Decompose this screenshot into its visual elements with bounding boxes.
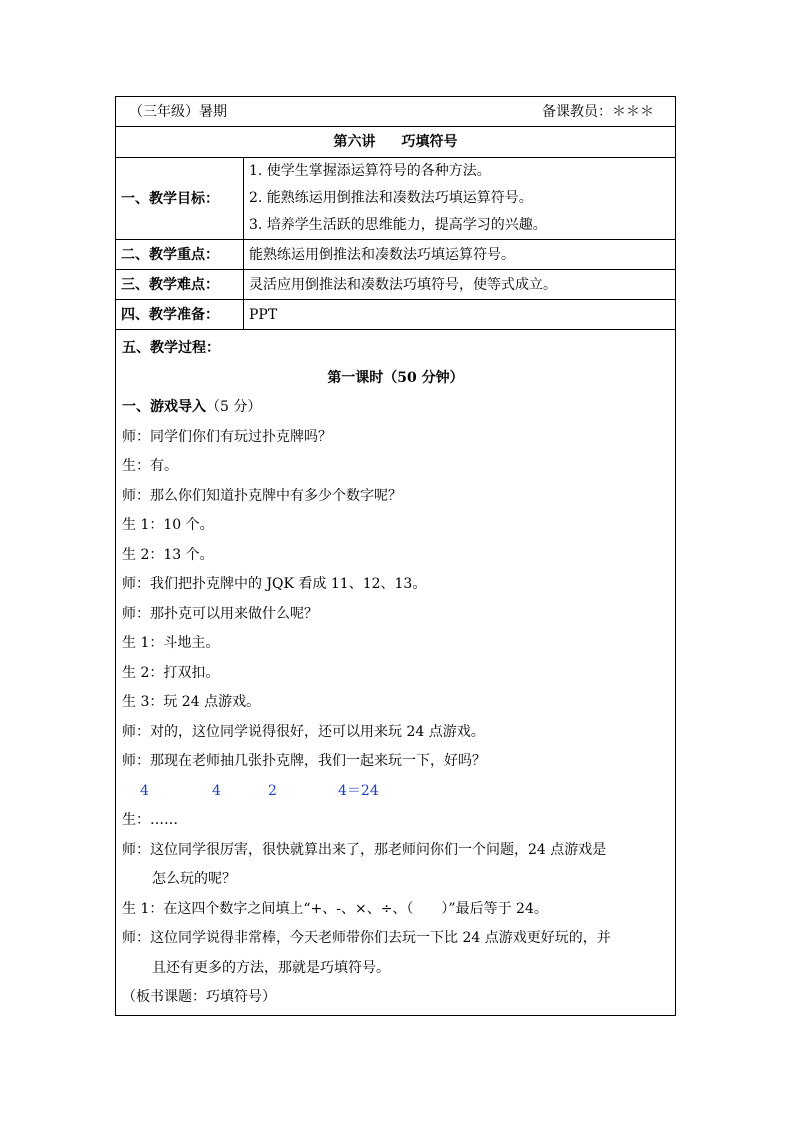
dialogue-line: 怎么玩的呢？: [152, 871, 236, 887]
card-numbers: [122, 777, 669, 807]
lesson-title: [116, 127, 676, 158]
dialogue-line: 生：有。: [122, 458, 178, 474]
section-time: （5 分）: [206, 399, 262, 415]
card-number: 4＝24: [338, 782, 379, 799]
section-title: 一、游戏导入: [122, 399, 206, 415]
key-point-text: 能熟练运用倒推法和凑数法巧填运算符号。: [244, 240, 676, 270]
title-row: [116, 127, 676, 158]
dialogue-line: 师：这位同学很厉害，很快就算出来了，那老师问你们一个问题，24 点游戏是: [122, 841, 607, 858]
key-point-label: 二、教学重点：: [116, 240, 244, 270]
dialogue-line: 生 1：10 个。: [122, 517, 214, 533]
dialogue-line: 生 1：在这四个数字之间填上“+、-、×、÷、（ ）”最后等于 24。: [122, 900, 548, 917]
dialogue-line: 生 1：斗地主。: [122, 635, 220, 651]
grade-term: （三年级）暑期: [129, 103, 227, 120]
difficulty-label: 三、教学难点：: [116, 270, 244, 300]
dialogue-line: 师：这位同学说得非常棒，今天老师带你们去玩一下比 24 点游戏更好玩的，并: [122, 930, 611, 946]
dialogue-line: 生 2：13 个。: [122, 546, 214, 563]
goals-label: 一、教学目标：: [116, 158, 244, 240]
goals-row: [116, 158, 676, 240]
lesson-plan-table: [115, 96, 676, 1016]
dialogue-line: 生：……: [122, 812, 178, 828]
dialogue-line: 师：对的，这位同学说得很好，还可以用来玩 24 点游戏。: [122, 723, 485, 740]
process-row: [116, 330, 676, 1016]
preparation-row: [116, 300, 676, 330]
section-heading: [122, 393, 669, 423]
difficulty-row: [116, 270, 676, 300]
dialogue-line: （板书课题：巧填符号）: [122, 989, 276, 1005]
goal-item: 1. 使学生掌握添运算符号的各种方法。: [249, 163, 491, 179]
key-point-row: [116, 240, 676, 270]
dialogue-line: 生 2：打双扣。: [122, 664, 220, 681]
dialogue-line: 且还有更多的方法，那就是巧填符号。: [152, 959, 390, 976]
process-label: 五、教学过程：: [122, 340, 220, 356]
header-row: [116, 97, 676, 127]
card-number: 4: [140, 782, 149, 799]
dialogue-line: 师：那扑克可以用来做什么呢？: [122, 605, 318, 622]
period-title: 第一课时（50 分钟）: [327, 369, 464, 386]
dialogue-line: 师：那么你们知道扑克牌中有多少个数字呢？: [122, 487, 402, 504]
preparation-label: 四、教学准备：: [116, 300, 244, 330]
teacher-label: 备课教员：＊＊＊: [542, 103, 654, 120]
dialogue-line: 师：那现在老师抽几张扑克牌，我们一起来玩一下，好吗？: [122, 753, 486, 769]
header-cell: [116, 97, 676, 127]
dialogue-line: 生 3：玩 24 点游戏。: [122, 694, 261, 710]
lesson-topic: 巧填符号: [401, 134, 458, 150]
dialogue-line: 师：同学们你们有玩过扑克牌吗？: [122, 428, 332, 445]
difficulty-text: 灵活应用倒推法和凑数法巧填符号，使等式成立。: [244, 270, 676, 300]
goal-item: 3. 培养学生活跃的思维能力，提高学习的兴趣。: [249, 217, 547, 233]
process-content: [116, 330, 676, 1016]
card-number: 4: [212, 782, 221, 799]
lesson-number: 第六讲: [333, 134, 376, 150]
dialogue-line: 师：我们把扑克牌中的 JQK 看成 11、12、13。: [122, 576, 427, 592]
goal-item: 2. 能熟练运用倒推法和凑数法巧填运算符号。: [249, 190, 533, 206]
card-number: 2: [268, 782, 277, 799]
goals-content: [244, 158, 676, 240]
preparation-text: PPT: [244, 300, 676, 330]
